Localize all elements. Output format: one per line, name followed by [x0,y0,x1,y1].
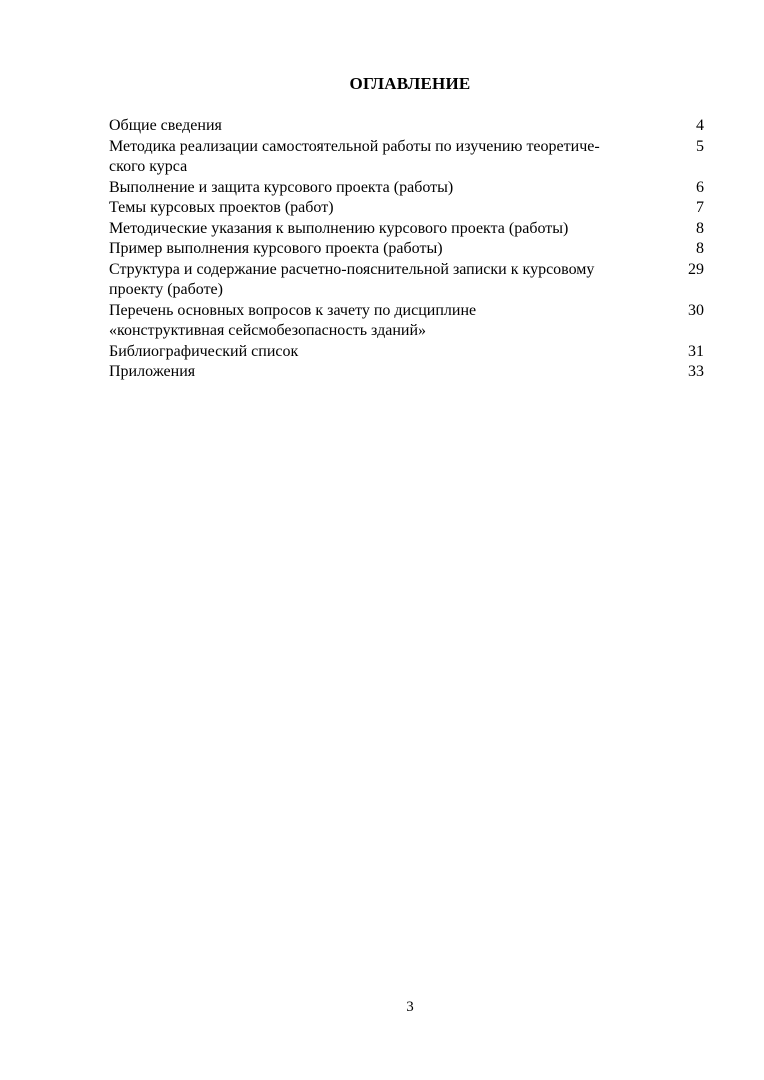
toc-entry [109,301,704,342]
toc-entry-page: 31 [688,342,704,360]
toc-entry-text: Структура и содержание расчетно-пояснительной записки к курсовому проекту (работе) [109,260,595,298]
toc-entry-page: 29 [688,260,704,278]
toc-title: ОГЛАВЛЕНИЕ [349,74,471,93]
toc-entry-page: 5 [696,137,704,155]
toc-entry [109,239,704,260]
toc-entry [109,219,704,240]
toc-entry [109,362,704,383]
toc-entry-text: Методические указания к выполнению курсового проекта (работы) [109,219,569,237]
toc-entry-text: Перечень основных вопросов к зачету по дисциплине «конструктивная сейсмобезопасность зданий» [109,301,477,339]
toc-entry-text: Методика реализации самостоятельной работы по изучению теоретиче- ского курса [109,137,600,175]
toc-entry-page: 8 [696,240,704,257]
page-number: 3 [406,999,414,1015]
toc-entry-text: Пример выполнения курсового проекта (работы) [109,240,443,257]
toc-entry-page: 8 [696,219,704,237]
toc-entry-page: 30 [688,301,704,319]
toc-entry-page: 7 [696,199,704,216]
toc-entry [109,178,704,199]
toc-entry [109,260,704,301]
toc-entry [109,116,704,137]
toc-entry-text: Общие сведения [109,117,222,134]
toc-entry [109,342,704,363]
toc-entry-text: Темы курсовых проектов (работ) [109,199,334,216]
table-of-contents [109,116,704,383]
toc-entry-page: 4 [696,117,704,134]
toc-entry-page: 33 [688,363,704,380]
toc-entry-text: Приложения [109,363,196,380]
toc-entry [109,198,704,219]
toc-entry-page: 6 [696,178,704,196]
toc-entry-text: Выполнение и защита курсового проекта (работы) [109,178,454,196]
toc-entry-text: Библиографический список [109,342,299,360]
toc-entry [109,137,704,178]
